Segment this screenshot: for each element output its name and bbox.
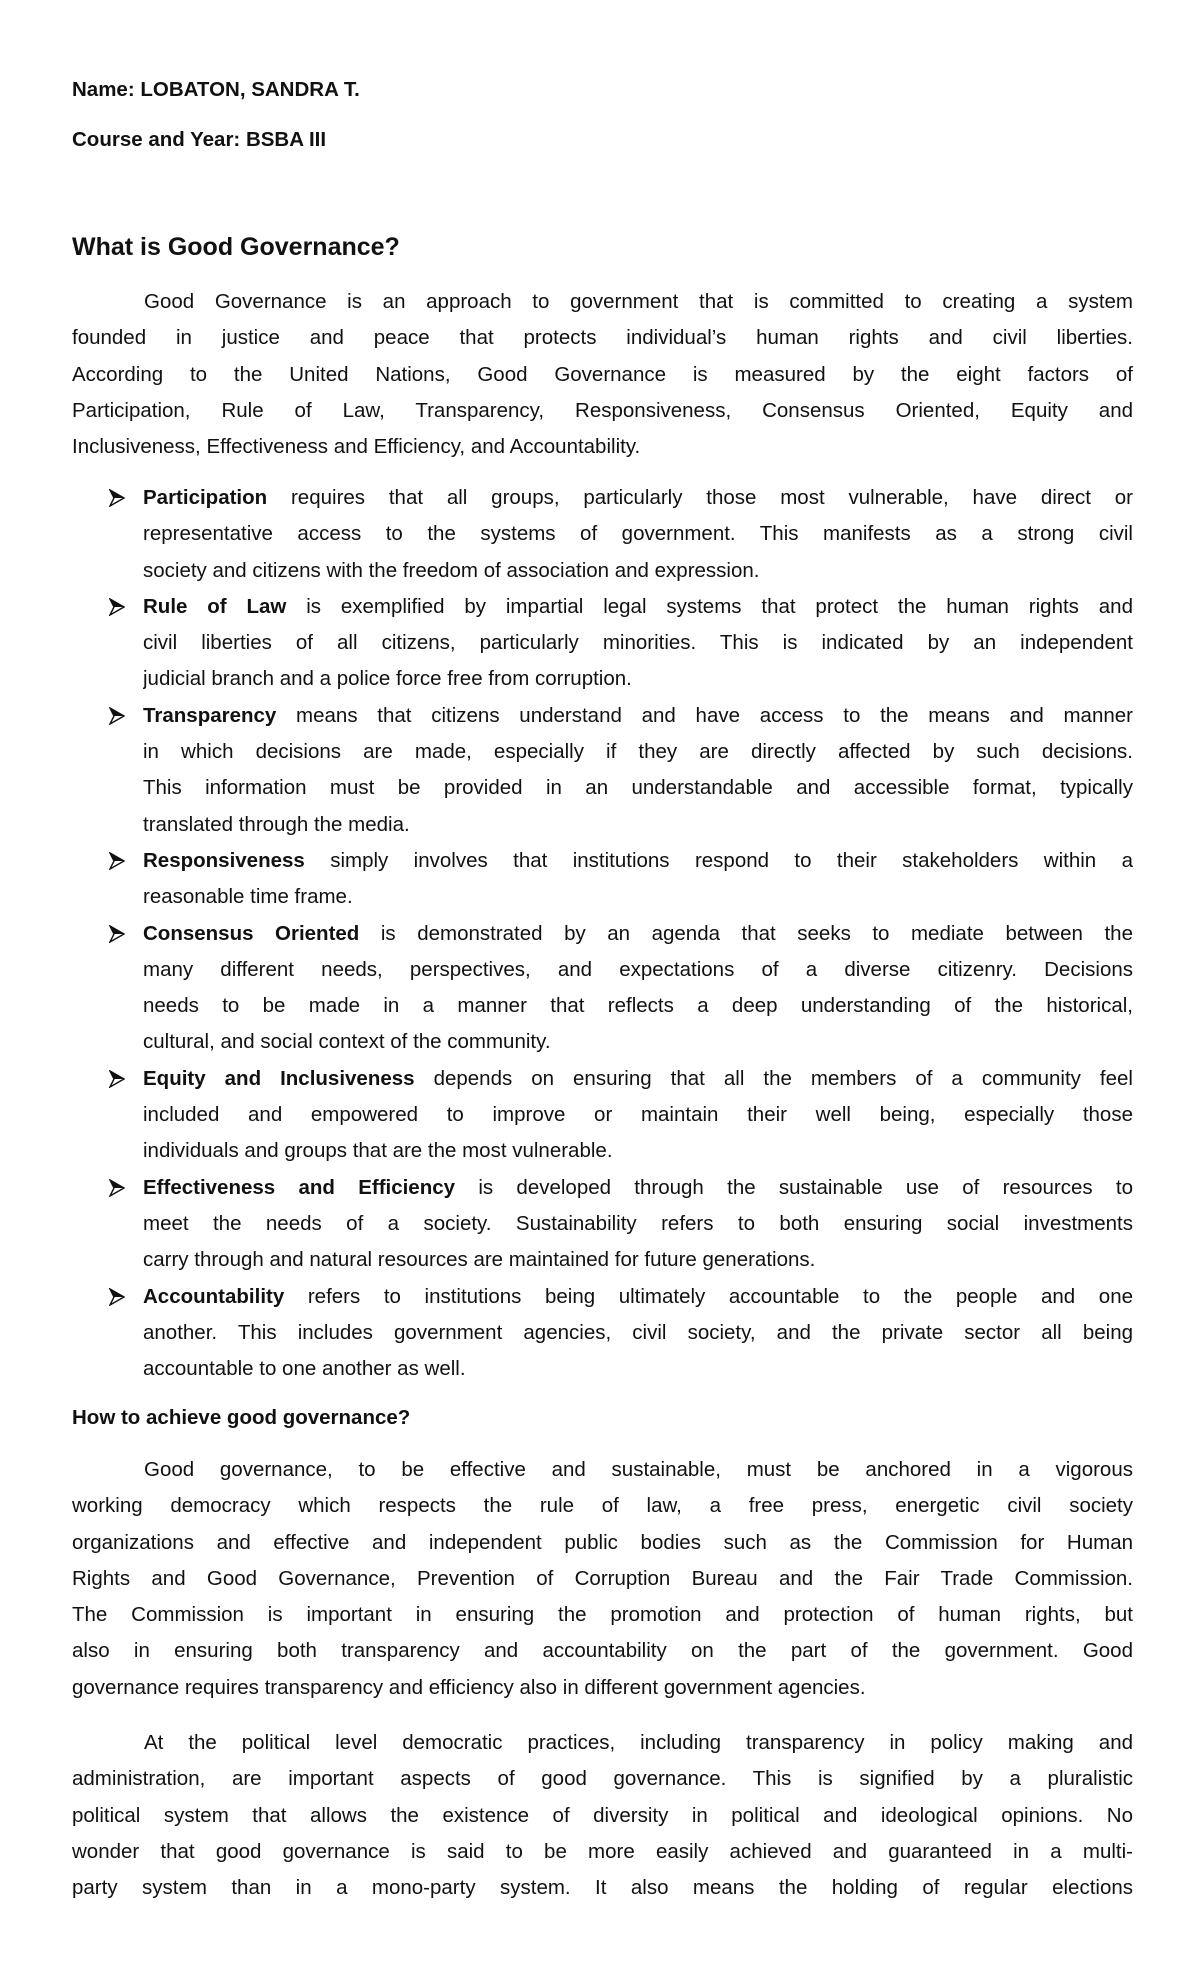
paragraph-line: Rights and Good Governance, Prevention of Corruption Bureau and the Fair Trade Commission. xyxy=(72,1566,1133,1590)
factor-item xyxy=(143,1170,1133,1279)
paragraph-line: According to the United Nations, Good Governance is measured by the eight factors of xyxy=(72,362,1133,386)
factor-description: refers to institutions being ultimately accountable to the people and one xyxy=(284,1284,1133,1308)
factor-first-line xyxy=(143,480,1133,516)
paragraph-line: also in ensuring both transparency and accountability on the part of the government. Good xyxy=(72,1639,1133,1663)
factor-description-line: in which decisions are made, especially if they are directly affected by such decisions. xyxy=(143,740,1133,764)
factor-description-line: This information must be provided in an understandable and accessible format, typically xyxy=(143,776,1133,800)
paragraph-line: party system than in a mono-party system. It also means the holding of regular elections xyxy=(72,1876,1133,1900)
paragraph-line: political system that allows the existence of diversity in political and ideological opinions. No xyxy=(72,1803,1133,1827)
arrowhead-bullet-icon xyxy=(109,1070,125,1088)
factor-description-line: civil liberties of all citizens, particularly minorities. This is indicated by an independent xyxy=(143,631,1133,655)
section-heading: How to achieve good governance? xyxy=(72,1406,411,1429)
factor-description-line: another. This includes government agencies, civil society, and the private sector all being xyxy=(143,1320,1133,1344)
arrowhead-bullet-icon xyxy=(109,925,125,943)
factor-description-line: judicial branch and a police force free from corruption. xyxy=(143,667,632,691)
factor-description-line: many different needs, perspectives, and expectations of a diverse citizenry. Decisions xyxy=(143,957,1133,981)
paragraph-line: working democracy which respects the rule of law, a free press, energetic civil society xyxy=(72,1494,1133,1518)
factor-term: Effectiveness and Efficiency xyxy=(143,1175,456,1199)
factor-description-line: representative access to the systems of government. This manifests as a strong civil xyxy=(143,522,1133,546)
paragraph-line: administration, are important aspects of good governance. This is signified by a pluralistic xyxy=(72,1767,1133,1791)
arrowhead-bullet-icon xyxy=(109,1288,125,1306)
factor-term: Rule of Law xyxy=(143,594,287,618)
factor-description-line: included and empowered to improve or maintain their well being, especially those xyxy=(143,1103,1133,1127)
paragraph-line: wonder that good governance is said to be more easily achieved and guaranteed in a multi- xyxy=(72,1839,1133,1863)
paragraph-political xyxy=(72,1725,1133,1906)
factor-term: Consensus Oriented xyxy=(143,921,360,945)
factor-description: is demonstrated by an agenda that seeks to mediate between the xyxy=(359,921,1133,945)
factor-first-line xyxy=(143,843,1133,879)
paragraph-line: Good Governance is an approach to government that is committed to creating a system xyxy=(144,290,1133,313)
paragraph-line: organizations and effective and independent public bodies such as the Commission for Human xyxy=(72,1530,1133,1554)
factors-list xyxy=(143,480,1133,1387)
factor-description-line: cultural, and social context of the community. xyxy=(143,1030,551,1054)
factor-item xyxy=(143,843,1133,916)
paragraph-line: The Commission is important in ensuring the promotion and protection of human rights, but xyxy=(72,1603,1133,1627)
factor-description: simply involves that institutions respond to their stakeholders within a xyxy=(304,848,1133,872)
paragraph-line: Participation, Rule of Law, Transparency, Responsiveness, Consensus Oriented, Equity and xyxy=(72,398,1133,422)
factor-first-line xyxy=(143,1170,1133,1206)
factor-item xyxy=(143,480,1133,589)
factor-term: Accountability xyxy=(143,1284,285,1308)
factor-description: depends on ensuring that all the members of a community feel xyxy=(414,1066,1133,1090)
factor-first-line xyxy=(143,1061,1133,1097)
paragraph-line: Inclusiveness, Effectiveness and Efficiency, and Accountability. xyxy=(72,435,641,459)
factor-description: means that citizens understand and have access to the means and manner xyxy=(276,703,1133,727)
page-title: What is Good Governance? xyxy=(72,233,400,261)
factor-item xyxy=(143,589,1133,698)
factor-description: requires that all groups, particularly those most vulnerable, have direct or xyxy=(267,486,1133,509)
factor-first-line xyxy=(143,589,1133,625)
factor-description-line: reasonable time frame. xyxy=(143,885,353,909)
student-name: Name: LOBATON, SANDRA T. xyxy=(72,78,360,101)
arrowhead-bullet-icon xyxy=(109,598,125,616)
factor-term: Responsiveness xyxy=(143,848,305,872)
arrowhead-bullet-icon xyxy=(109,852,125,870)
factor-description-line: society and citizens with the freedom of association and expression. xyxy=(143,558,760,582)
factor-description-line: meet the needs of a society. Sustainability refers to both ensuring social investments xyxy=(143,1211,1133,1235)
arrowhead-bullet-icon xyxy=(109,1179,125,1197)
arrowhead-bullet-icon xyxy=(109,489,125,507)
factor-first-line xyxy=(143,916,1133,952)
factor-term: Equity and Inclusiveness xyxy=(143,1066,415,1090)
course-and-year: Course and Year: BSBA III xyxy=(72,128,327,151)
paragraph-line: founded in justice and peace that protects individual’s human rights and civil liberties. xyxy=(72,326,1133,350)
factor-term: Transparency xyxy=(143,703,277,727)
factor-description: is exemplified by impartial legal systems that protect the human rights and xyxy=(286,594,1133,618)
intro-paragraph xyxy=(72,284,1133,465)
paragraph-line: governance requires transparency and efficiency also in different government agencies. xyxy=(72,1675,866,1699)
factor-description-line: individuals and groups that are the most vulnerable. xyxy=(143,1139,613,1163)
factor-description-line: accountable to one another as well. xyxy=(143,1357,466,1381)
paragraph-line: At the political level democratic practices, including transparency in policy making and xyxy=(144,1731,1133,1754)
factor-term: Participation xyxy=(143,486,268,509)
paragraph-line: Good governance, to be effective and sustainable, must be anchored in a vigorous xyxy=(144,1458,1133,1481)
factor-item xyxy=(143,916,1133,1061)
factor-description: is developed through the sustainable use of resources to xyxy=(455,1175,1133,1199)
factor-item xyxy=(143,1279,1133,1388)
factor-description-line: translated through the media. xyxy=(143,812,410,836)
paragraph-achieve xyxy=(72,1452,1133,1706)
factor-item xyxy=(143,698,1133,843)
factor-description-line: carry through and natural resources are maintained for future generations. xyxy=(143,1248,816,1272)
factor-item xyxy=(143,1061,1133,1170)
arrowhead-bullet-icon xyxy=(109,707,125,725)
factor-first-line xyxy=(143,698,1133,734)
factor-first-line xyxy=(143,1279,1133,1315)
factor-description-line: needs to be made in a manner that reflects a deep understanding of the historical, xyxy=(143,994,1133,1018)
